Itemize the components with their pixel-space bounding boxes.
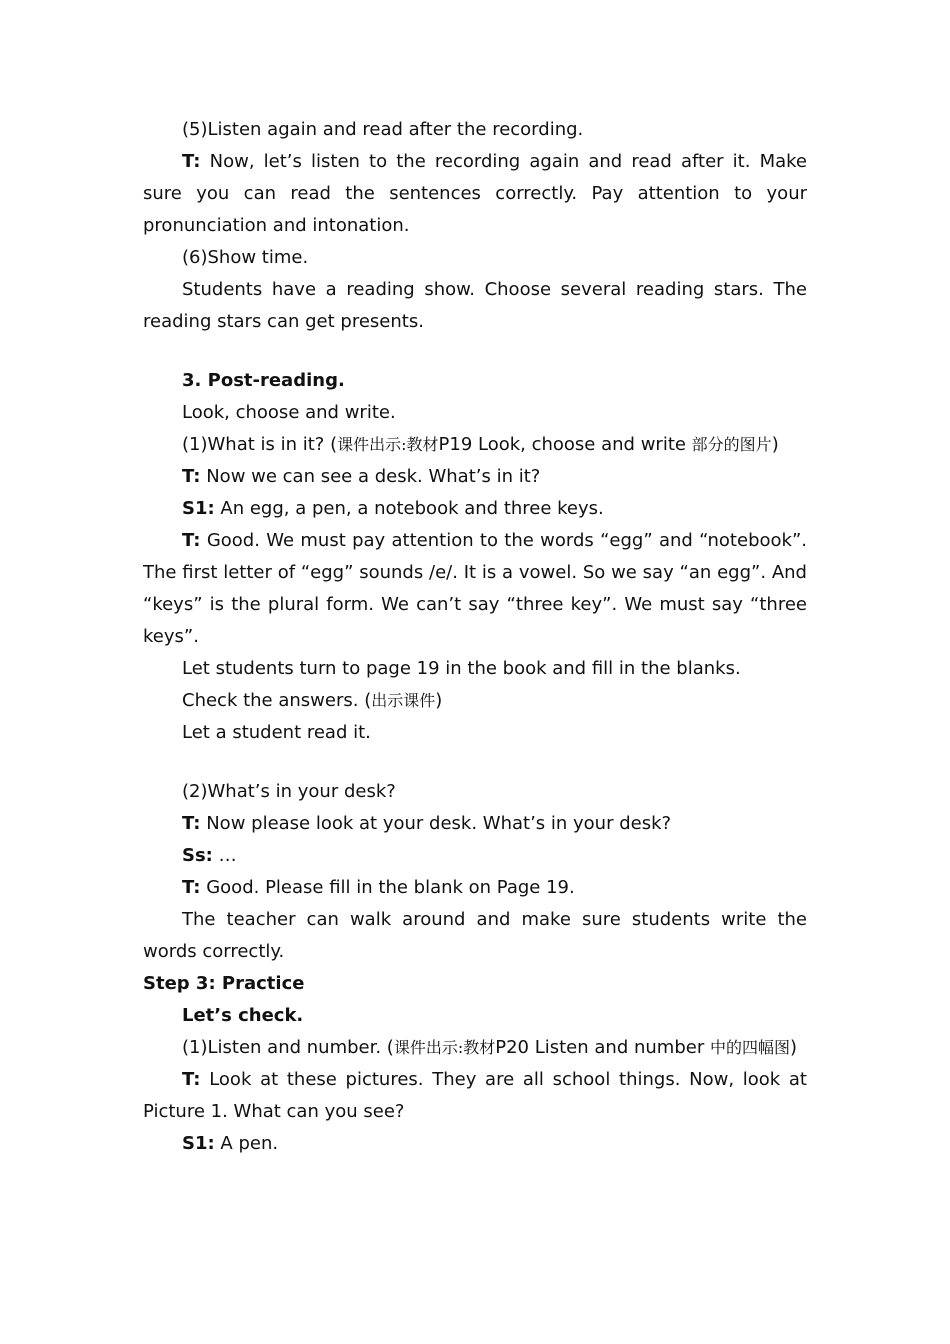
question-heading-2: (2)What’s in your desk? bbox=[182, 781, 396, 802]
paragraph: Look, choose and write. bbox=[182, 402, 396, 423]
paragraph: Let students turn to page 19 in the book and fill in the blanks. bbox=[182, 658, 741, 679]
students-line: Ss: … bbox=[182, 845, 237, 866]
step-heading-6: (6)Show time. bbox=[182, 247, 309, 268]
spacer bbox=[143, 749, 807, 776]
paragraph: Students have a reading show. Choose several reading stars. The reading stars can get presents. bbox=[143, 279, 807, 332]
section-heading: 3. Post-reading. bbox=[182, 370, 345, 391]
speaker-label: T: bbox=[182, 530, 201, 551]
paragraph: Check the answers. (出示课件) bbox=[182, 690, 443, 711]
teacher-line: T: Now we can see a desk. What’s in it? bbox=[182, 466, 541, 487]
teacher-line: T: Now please look at your desk. What’s in your desk? bbox=[182, 813, 672, 834]
spacer bbox=[143, 338, 807, 365]
student-line: S1: A pen. bbox=[182, 1133, 279, 1154]
student-line: S1: An egg, a pen, a notebook and three keys. bbox=[182, 498, 604, 519]
speaker-label: T: bbox=[182, 466, 201, 487]
section-heading: Let’s check. bbox=[182, 1005, 304, 1026]
step-3-heading: Step 3: Practice bbox=[143, 973, 305, 994]
listen-number-heading: (1)Listen and number. (课件出示:教材P20 Listen and number 中的四幅图) bbox=[182, 1037, 797, 1058]
speaker-label: T: bbox=[182, 813, 201, 834]
speaker-label: S1: bbox=[182, 498, 215, 519]
teacher-line: T: Look at these pictures. They are all school things. Now, look at Picture 1. What can you see? bbox=[143, 1069, 807, 1122]
speaker-label: T: bbox=[182, 151, 201, 172]
paragraph: The teacher can walk around and make sure students write the words correctly. bbox=[143, 909, 807, 962]
teacher-line: T: Good. Please fill in the blank on Page 19. bbox=[182, 877, 575, 898]
teacher-line: T: Good. We must pay attention to the words “egg” and “notebook”. The first letter of “egg” sounds /e/. It is a vowel. So we say “an egg”. And “keys” is the plural form. We can’t say “three key”. We must say “three keys”. bbox=[143, 530, 807, 647]
document-page bbox=[143, 114, 807, 1160]
teacher-line: T: Now, let’s listen to the recording again and read after it. Make sure you can read the sentences correctly. Pay attention to your pronunciation and intonation. bbox=[143, 151, 807, 236]
step-heading-5: (5)Listen again and read after the recording. bbox=[182, 119, 584, 140]
paragraph: Let a student read it. bbox=[182, 722, 371, 743]
question-heading-1: (1)What is in it? (课件出示:教材P19 Look, choose and write 部分的图片) bbox=[182, 434, 779, 455]
speaker-label: T: bbox=[182, 1069, 201, 1090]
speaker-label: T: bbox=[182, 877, 201, 898]
speaker-label: S1: bbox=[182, 1133, 215, 1154]
speaker-label: Ss: bbox=[182, 845, 213, 866]
